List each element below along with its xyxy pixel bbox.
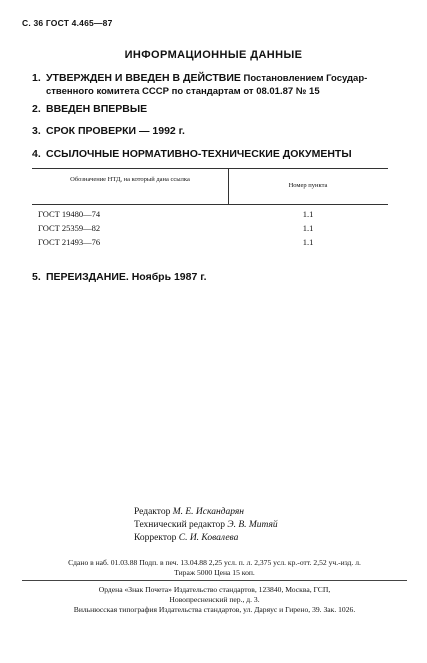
credit-name: Э. В. Митяй — [227, 520, 278, 530]
item-text: ВВЕДЕН ВПЕРВЫЕ — [46, 103, 148, 115]
item-number: 1. — [32, 72, 41, 84]
credit-proofreader — [134, 532, 238, 545]
credit-role: Редактор — [134, 507, 171, 517]
item-2 — [32, 103, 147, 116]
credit-role: Корректор — [134, 533, 177, 543]
imprint-divider — [22, 580, 407, 581]
credit-name: М. Е. Искандарян — [172, 507, 244, 517]
credit-role: Технический редактор — [134, 520, 225, 530]
section-title: ИНФОРМАЦИОННЫЕ ДАННЫЕ — [124, 49, 303, 61]
imprint-print-run: Тираж 5000 Цена 15 коп. — [174, 568, 255, 577]
item-number: 3. — [32, 125, 41, 137]
credit-name: С. И. Ковалева — [178, 533, 239, 543]
table-row-document: ГОСТ 21493—76 — [38, 237, 101, 247]
item-text-rest: Постановлением Государ- — [240, 73, 368, 84]
item-3 — [32, 125, 185, 138]
table-row-clause: 1.1 — [302, 237, 314, 247]
credit-tech-editor — [134, 519, 278, 532]
table-row-clause: 1.1 — [302, 223, 314, 233]
table-row-document: ГОСТ 19480—74 — [38, 209, 101, 219]
item-1 — [32, 72, 402, 98]
imprint-publisher: Ордена «Знак Почета» Издательство стандартов, 123840, Москва, ГСП, — [98, 585, 331, 594]
item-text: УТВЕРЖДЕН И ВВЕДЕН В ДЕЙСТВИЕ — [46, 72, 241, 84]
item-text: ПЕРЕИЗДАНИЕ. Ноябрь 1987 г. — [46, 271, 207, 283]
table-header-clause: Номер пункта — [288, 182, 328, 189]
item-number: 4. — [32, 148, 41, 160]
table-row-clause: 1.1 — [302, 209, 314, 219]
item-text: СРОК ПРОВЕРКИ — 1992 г. — [46, 125, 185, 137]
table-header-document: Обозначение НТД, на который дана ссылка — [70, 176, 190, 183]
credit-editor — [134, 506, 244, 519]
item-number: 5. — [32, 271, 41, 283]
item-text: ССЫЛОЧНЫЕ НОРМАТИВНО-ТЕХНИЧЕСКИЕ ДОКУМЕНТЫ — [46, 148, 352, 160]
item-5 — [32, 271, 206, 284]
item-text-line2: ственного комитета СССР по стандартам от 08.01.87 № 15 — [46, 86, 320, 97]
table-row-document: ГОСТ 25359—82 — [38, 223, 101, 233]
table-top-rule — [32, 168, 388, 169]
imprint-printer: Вильнюсская типография Издательства стандартов, ул. Даряус и Гирено, 39. Зак. 1026. — [73, 605, 356, 614]
table-header-rule — [32, 204, 388, 205]
imprint-publisher-address: Новопресненский пер., д. 3. — [169, 595, 260, 604]
page-header: С. 36 ГОСТ 4.465—87 — [22, 18, 113, 28]
imprint-print-data: Сдано в наб. 01.03.88 Подп. в печ. 13.04.88 2,25 усл. п. л. 2,375 усл. кр.-отт. 2,52 уч.-изд. л. — [68, 558, 361, 567]
item-number: 2. — [32, 103, 41, 115]
item-4 — [32, 148, 352, 161]
